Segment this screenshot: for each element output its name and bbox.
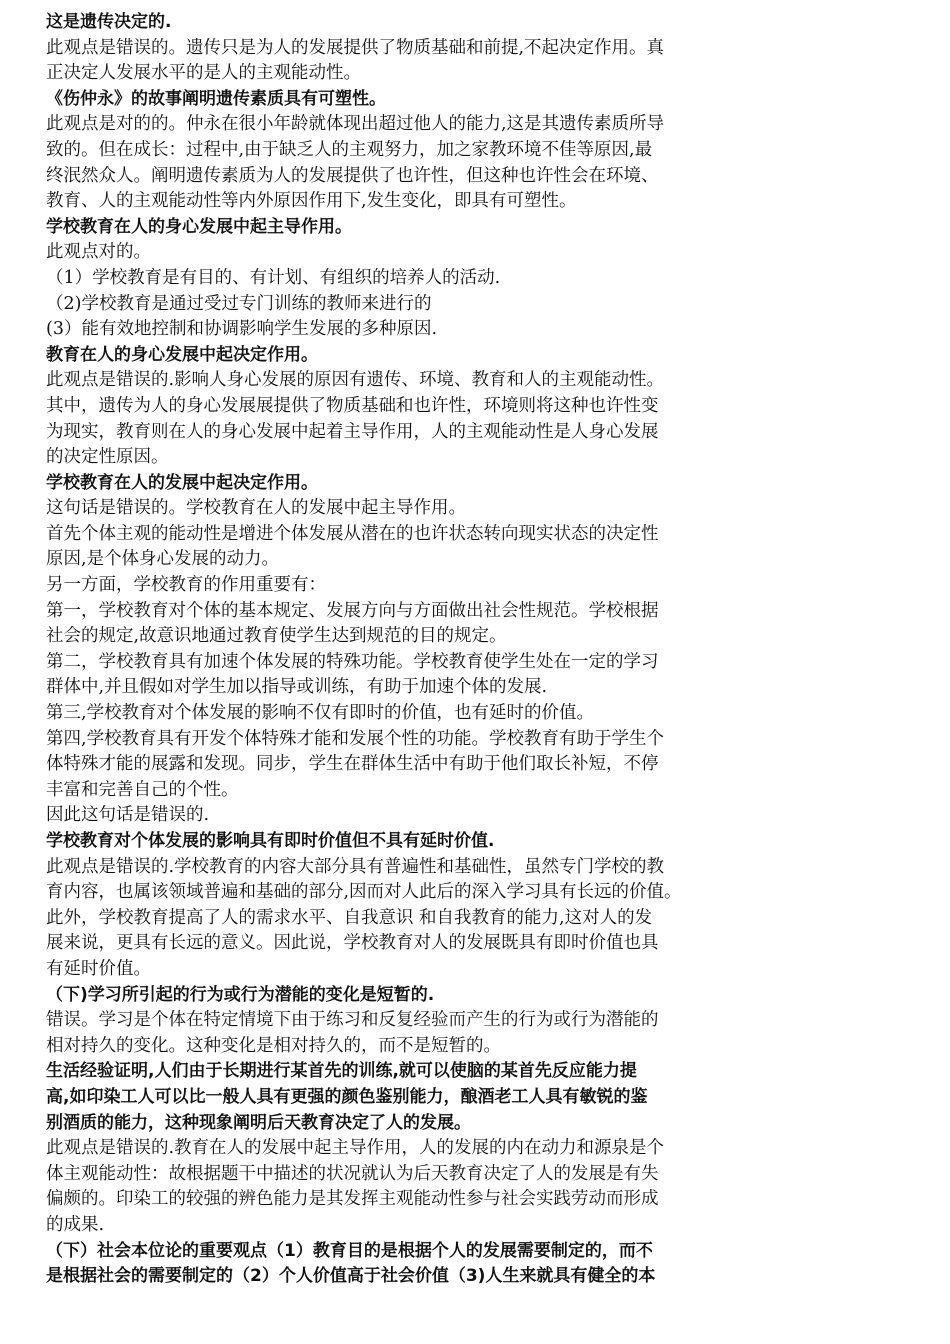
text-line: 社会的规定,故意识地通过教育使学生达到规范的目的规定。 (46, 626, 507, 647)
heading-line: 生活经验证明,人们由于长期进行某首先的训练,就可以使脑的某首先反应能力提 (46, 1061, 637, 1082)
text-line: 此观点是错误的。遗传只是为人的发展提供了物质基础和前提,不起决定作用。真 (46, 37, 665, 58)
text-line: (3）能有效地控制和协调影响学生发展的多种原因. (46, 319, 438, 340)
heading-line: （下)学习所引起的行为或行为潜能的变化是短暂的. (46, 984, 435, 1005)
text-line: 偏颇的。印染工的较强的辨色能力是其发挥主观能动性参与社会实践劳动而形成 (46, 1189, 659, 1210)
text-line: 原因,是个体身心发展的动力。 (46, 549, 280, 570)
heading-line: 学校教育在人的身心发展中起主导作用。 (46, 216, 352, 237)
text-line: 相对持久的变化。这种变化是相对持久的，而不是短暂的。 (46, 1035, 501, 1056)
text-line: 这句话是错误的。学校教育在人的发展中起主导作用。 (46, 498, 466, 519)
text-line: 其中，遗传为人的身心发展展提供了物质基础和也许性，环境则将这种也许性变 (46, 395, 659, 416)
text-line: 此观点是错误的.影响人身心发展的原因有遗传、环境、教育和人的主观能动性。 (46, 370, 665, 391)
heading-line: 学校教育在人的发展中起决定作用。 (46, 472, 318, 493)
heading-line: 《伤仲永》的故事阐明遗传素质具有可塑性。 (46, 88, 386, 109)
text-line: （2)学校教育是通过受过专门训练的教师来进行的 (46, 293, 432, 314)
text-line: 此观点对的。 (46, 242, 151, 263)
text-line: 的决定性原因。 (46, 447, 169, 468)
heading-line: 学校教育对个体发展的影响具有即时价值但不具有延时价值. (46, 831, 495, 851)
text-line: 第三,学校教育对个体发展的影响不仅有即时的价值，也有延时的价值。 (46, 703, 595, 724)
text-line: 育内容，也属该领域普遍和基础的部分,因而对人此后的深入学习具有长远的价值。 (46, 882, 682, 903)
text-line: 另一方面，学校教育的作用重要有： (46, 575, 326, 596)
heading-line: 是根据社会的需要制定的（2）个人价值高于社会价值（3)人生来就具有健全的本 (46, 1266, 656, 1287)
text-line: 此观点是对的的。仲永在很小年龄就体现出超过他人的能力,这是其遗传素质所导 (46, 114, 665, 135)
text-line: 教育、人的主观能动性等内外原因作用下,发生变化，即具有可塑性。 (46, 191, 577, 212)
text-line: 正决定人发展水平的是人的主观能动性。 (46, 63, 361, 84)
text-line: 体特殊才能的展露和发现。同步，学生在群体生活中有助于他们取长补短，不停 (46, 754, 659, 775)
document-body (46, 10, 904, 1290)
text-line: 为现实，教育则在人的身心发展中起着主导作用，人的主观能动性是人身心发展 (46, 421, 659, 442)
text-line: 第二，学校教育具有加速个体发展的特殊功能。学校教育使学生处在一定的学习 (46, 651, 659, 672)
text-line: 第四,学校教育具有开发个体特殊才能和发展个性的功能。学校教育有助于学生个 (46, 728, 665, 749)
text-line: 终泯然众人。阐明遗传素质为人的发展提供了也许性，但这种也许性会在环境、 (46, 165, 659, 186)
text-line: 此观点是错误的.教育在人的发展中起主导作用，人的发展的内在动力和源泉是个 (46, 1138, 665, 1159)
heading-line: 高,如印染工人可以比一般人具有更强的颜色鉴别能力，酿酒老工人具有敏锐的鉴 (46, 1086, 648, 1107)
text-line: （1）学校教育是有目的、有计划、有组织的培养人的活动. (46, 267, 501, 288)
heading-line: 这是遗传决定的. (46, 12, 172, 32)
text-line: 错误。学习是个体在特定情境下由于练习和反复经验而产生的行为或行为潜能的 (46, 1010, 659, 1031)
heading-line: 教育在人的身心发展中起决定作用。 (46, 344, 318, 365)
text-line: 此观点是错误的.学校教育的内容大部分具有普遍性和基础性，虽然专门学校的教 (46, 856, 665, 877)
text-line: 因此这句话是错误的. (46, 805, 210, 826)
text-line: 展来说，更具有长远的意义。因此说，学校教育对人的发展既具有即时价值也具 (46, 933, 659, 954)
text-line: 此外，学校教育提高了人的需求水平、自我意识 和自我教育的能力,这对人的发 (46, 907, 653, 928)
heading-line: （下）社会本位论的重要观点（1）教育目的是根据个人的发展需要制定的，而不 (46, 1240, 653, 1261)
text-line: 丰富和完善自己的个性。 (46, 779, 239, 800)
text-line: 有延时价值。 (46, 958, 151, 979)
text-line: 群体中,并且假如对学生加以指导或训练，有助于加速个体的发展. (46, 677, 548, 698)
text-line: 致的。但在成长：过程中,由于缺乏人的主观努力，加之家教环境不佳等原因,最 (46, 139, 653, 160)
text-line: 首先个体主观的能动性是增进个体发展从潜在的也许状态转向现实状态的决定性 (46, 523, 659, 544)
text-line: 第一，学校教育对个体的基本规定、发展方向与方面做出社会性规范。学校根据 (46, 600, 659, 621)
heading-line: 别酒质的能力，这种现象阐明后天教育决定了人的发展。 (46, 1112, 471, 1133)
text-line: 体主观能动性：故根据题干中描述的状况就认为后天教育决定了人的发展是有失 (46, 1163, 659, 1184)
text-line: 的成果. (46, 1214, 105, 1235)
